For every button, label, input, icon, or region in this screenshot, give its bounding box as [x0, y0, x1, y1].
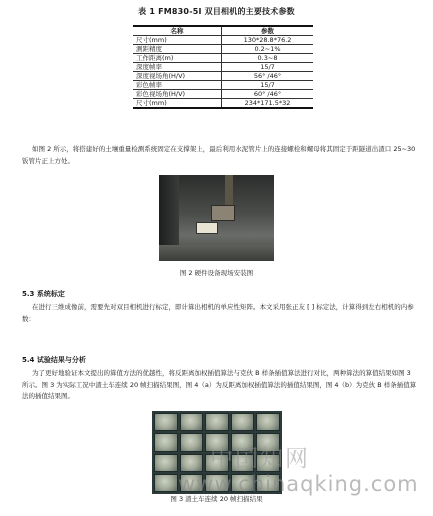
row-value-cell: 60° /46° [222, 90, 314, 99]
tunnel-floor-shape [159, 245, 274, 261]
scan-frame [205, 413, 229, 431]
row-value-cell: 0.2~1% [222, 45, 314, 54]
scan-frame [180, 433, 204, 451]
table-row [133, 81, 313, 90]
table-row [133, 72, 313, 81]
table-caption: 表 1 FM830-5I 双目相机的主要技术参数 [138, 7, 295, 16]
row-value-cell: 0.3~8 [222, 54, 314, 63]
camera-box-shape [211, 205, 235, 221]
row-value-cell: 15/7 [222, 63, 314, 72]
support-bar-shape [225, 175, 233, 207]
paragraph-calibration: 在进行三维成像前，需要先对双目相机进行标定，即计算出相机的单应性矩阵。本文采用张正友 [ ] 标定法，计算得到左右相机的内参数： [22, 303, 414, 323]
row-name-cell: 工作距离(m) [133, 54, 222, 63]
row-name-cell: 彩色视场角(H/V) [133, 90, 222, 99]
table-row [133, 90, 313, 99]
figure-3-caption: 图 3 渣土车连续 20 帧扫描结果 [170, 495, 263, 503]
watermark-url: www.chinaqking.com [178, 472, 419, 496]
header-name-cell: 名称 [133, 26, 222, 36]
light-fixture-shape [196, 222, 218, 234]
row-value-cell: 234*171.5*32 [222, 99, 314, 109]
section-heading-results: 5.4 试验结果与分析 [22, 356, 86, 364]
scan-frame [180, 413, 204, 431]
table-row [133, 54, 313, 63]
table-row [133, 45, 313, 54]
row-name-cell: 彩色帧率 [133, 81, 222, 90]
row-value-cell: 130*28.8*76.2 [222, 36, 314, 45]
section-heading-calibration: 5.3 系统标定 [22, 290, 65, 298]
table-header-row [133, 26, 313, 36]
row-value-cell: 15/7 [222, 81, 314, 90]
figure-2-photo [159, 175, 274, 261]
table-row [133, 36, 313, 45]
scan-frame [154, 413, 178, 431]
scan-frame [154, 474, 178, 492]
header-value-cell: 参数 [222, 26, 314, 36]
scan-frame [180, 454, 204, 472]
row-name-cell: 测距精度 [133, 45, 222, 54]
row-name-cell: 深度帧率 [133, 63, 222, 72]
row-name-cell: 尺寸(mm) [133, 36, 222, 45]
row-value-cell: 56° /46° [222, 72, 314, 81]
table-row [133, 63, 313, 72]
scan-frame [256, 413, 280, 431]
paragraph-installation: 如图 2 所示，将搭建好的土壤重量检测系统固定在支撑架上，最后利用水泥管片上的连接螺栓和螺母将其固定于距隧道出渣口 25~30 钣管片正上方处。 [22, 145, 416, 165]
paragraph-results: 为了更好地验证本文提出的算值方法的优越性，将反距离加权插值算法与克伙 B 样条插值算法进行对比，两种算法的算值结果如图 3 所示。图 3 为实际工况中渣土车连续 20 帧扫描结果图，图 4（a）为反距离加权插值算法的插值结果图，图 4（b）为克伙 B 样条插值算法的插值结果图。 [22, 369, 417, 400]
scan-frame [231, 413, 255, 431]
row-name-cell: 尺寸(mm) [133, 99, 222, 109]
scan-frame [154, 433, 178, 451]
table-row [133, 99, 313, 109]
specs-table [133, 25, 313, 109]
row-name-cell: 深度视场角(H/V) [133, 72, 222, 81]
watermark-chinese: 中国知网 [210, 446, 310, 472]
scan-frame [154, 454, 178, 472]
figure-2-caption: 图 2 硬件设备现场安装图 [179, 269, 254, 277]
